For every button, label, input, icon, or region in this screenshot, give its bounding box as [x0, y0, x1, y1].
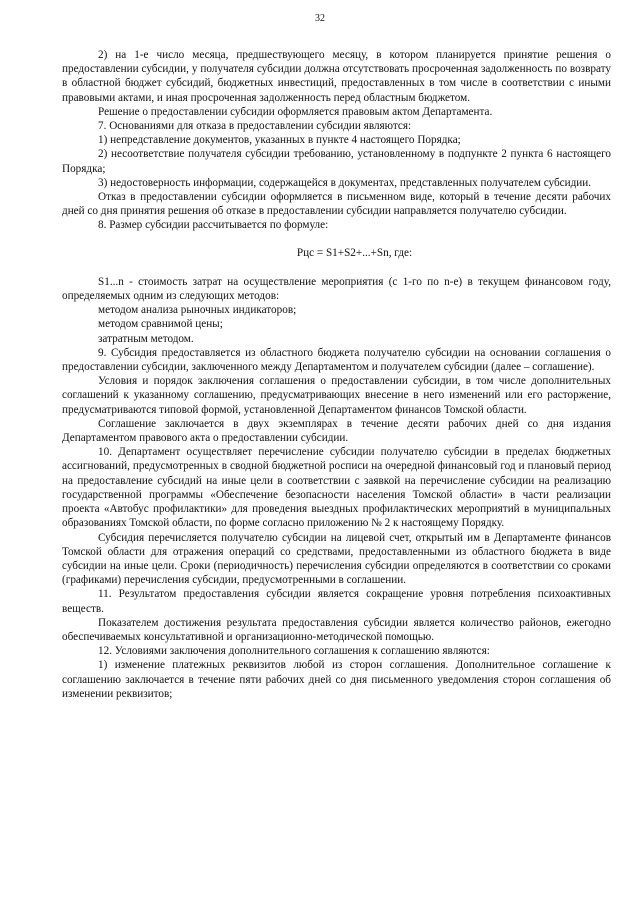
paragraph: 2) несоответствие получателя субсидии требованию, установленному в подпункте 2 пункта 6 настоящего Порядка; — [62, 148, 611, 175]
paragraph: 9. Субсидия предоставляется из областного бюджета получателю субсидии на основании соглашения о предоставлении субсидии, заключенного между Департаментом и получателем субсидии (далее – соглашение). — [62, 346, 611, 374]
paragraph: Условия и порядок заключения соглашения о предоставлении субсидии, в том числе дополнительных соглашений к указанному соглашению, предусматривающих внесение в него изменений или его расторжение, предусматриваются типовой формой, установленной Департаментом финансов Томской области. — [62, 375, 611, 416]
paragraph: 1) непредставление документов, указанных в пункте 4 настоящего Порядка; — [98, 134, 461, 147]
paragraph: Отказ в предоставлении субсидии оформляется в письменном виде, который в течение десяти рабочих дней со дня принятия решения об отказе в предоставлении субсидии направляется получателю субсидии. — [62, 191, 611, 218]
paragraph: 12. Условиями заключения дополнительного соглашения к соглашению являются: — [98, 645, 490, 658]
list-item: затратным методом. — [98, 332, 194, 345]
formula: Рцс = S1+S2+...+Sn, где: — [296, 246, 413, 259]
paragraph: 3) недостоверность информации, содержащейся в документах, представленных получателем субсидии. — [98, 176, 592, 189]
paragraph: 10. Департамент осуществляет перечисление субсидии получателю субсидии в пределах бюджетных ассигнований, предусмотренных в сводной бюджетной росписи на очередной финансовый год и плановый период на предоставление субсидий на иные цели в соответствии с заявкой на перечисление субсидии на реализацию государственной программы «Обеспечение безопасности населения Томской области» в части реализации проекта «Автобус профилактики» для проведения выездных профилактических мероприятий в муниципальных образованиях Томской области, по форме согласно приложению № 2 к настоящему Порядку. — [62, 446, 611, 530]
list-item: методом анализа рыночных индикаторов; — [98, 304, 297, 317]
paragraph: Субсидия перечисляется получателю субсидии на лицевой счет, открытый им в Департаменте финансов Томской области для отражения операций со средствами, предоставленными из областного бюджета в виде субсидии на иные цели. Сроки (периодичность) перечисления субсидии определяются в соответствии со сроками (графиками) перечисления субсидии, предусмотренными в соглашении. — [62, 531, 611, 587]
paragraph: Показателем достижения результата предоставления субсидии является количество районов, ежегодно обеспечиваемых консультативной и организационно-методической помощью. — [62, 616, 611, 643]
paragraph: 8. Размер субсидии рассчитывается по формуле: — [98, 219, 329, 232]
paragraph: 11. Результатом предоставления субсидии является сокращение уровня потребления психоактивных веществ. — [62, 588, 611, 615]
page-number: 32 — [315, 13, 325, 24]
paragraph: Соглашение заключается в двух экземплярах в течение десяти рабочих дней со дня издания Департаментом правового акта о предоставлении субсидии. — [62, 417, 611, 445]
paragraph: 7. Основаниями для отказа в предоставлении субсидии являются: — [98, 120, 412, 133]
list-item: методом сравнимой цены; — [98, 318, 223, 331]
paragraph: 1) изменение платежных реквизитов любой из сторон соглашения. Дополнительное соглашение к соглашению заключается в течение пяти рабочих дней со дня письменного уведомления сторон соглашения об изменении реквизитов; — [62, 659, 611, 700]
paragraph: S1...n - стоимость затрат на осуществление мероприятия (с 1-го по n-е) в текущем финансовом году, определяемых одним из следующих методов: — [62, 275, 611, 303]
document-body — [62, 48, 611, 701]
paragraph: Решение о предоставлении субсидии оформляется правовым актом Департамента. — [98, 105, 493, 118]
paragraph: 2) на 1-е число месяца, предшествующего месяцу, в котором планируется принятие решения о предоставлении субсидии, у получателя субсидии должна отсутствовать просроченная задолженность по возврату в областной бюджет субсидий, бюджетных инвестиций, предоставленных в том числе в соответствии с иными правовыми актами, и иная просроченная задолженность перед областным бюджетом. — [62, 49, 611, 104]
